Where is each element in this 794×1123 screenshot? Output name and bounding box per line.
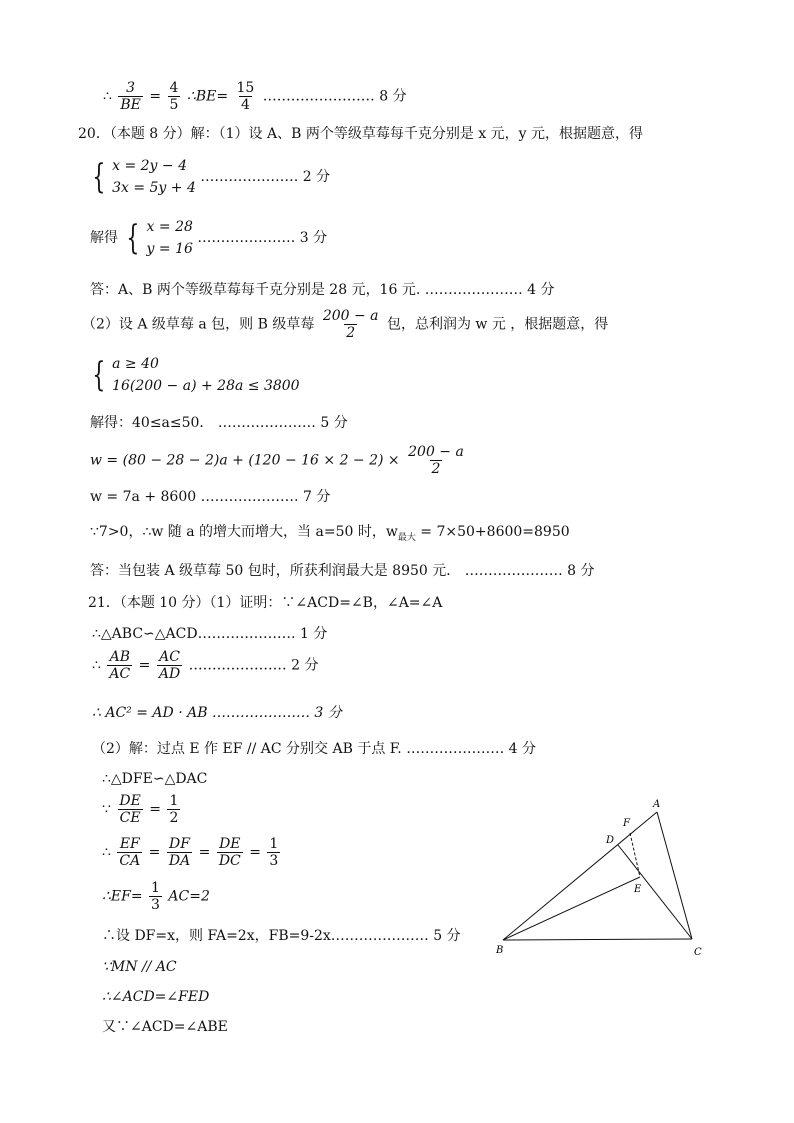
inequality-system: { a ≥ 40 16(200 − a) + 28a ≤ 3800 [92, 355, 300, 395]
angle-equality-1: ∴∠ACD=∠FED [102, 989, 210, 1005]
brace: { [126, 218, 140, 258]
ratio-line: ∴ $\frac{AB}{AC}$ = $\frac{AC}{AD}$ ………………… 2 分 [92, 649, 319, 682]
ef-value: ∴EF= $\frac{1}{3}$ AC=2 [102, 880, 210, 913]
profit-expression: w = (80 − 28 − 2)a + (120 − 16 × 2 − 2) × $\frac{200 - a}{2}$ [90, 444, 464, 477]
square-relation: ∴ AC² = AD · AB ………………… 3 分 [92, 705, 342, 721]
label-c: C [694, 947, 702, 958]
triangle-figure [480, 795, 720, 965]
problem-21-heading: 21．（本题 10 分）（1）证明：∵∠ACD=∠B，∠A=∠A [88, 595, 443, 611]
parallel-statement: ∵MN // AC [102, 959, 177, 975]
line-be-result: ∴ $\frac{3}{BE}$ = $\frac{4}{5}$ ∴BE= $\frac{15}{4}$ …………………… 8 分 [103, 80, 407, 113]
fraction: $\frac{200 - a}{2}$ [408, 444, 464, 477]
fraction: $\frac{DE}{DC}$ [218, 836, 241, 869]
fraction: $\frac{EF}{CA}$ [119, 836, 141, 869]
fraction: $\frac{1}{3}$ [151, 880, 160, 913]
fraction: $\frac{3}{BE}$ [120, 80, 141, 113]
segment-ba [503, 812, 657, 940]
answer-line-1: 答：A、B 两个等级草莓每千克分别是 28 元，16 元. ………………… 4 分 [90, 282, 555, 298]
equation-system-1: { x = 2y − 4 3x = 5y + 4 ………………… 2 分 [92, 157, 331, 197]
segment-be [503, 877, 640, 940]
fraction: $\frac{AC}{AD}$ [158, 649, 181, 682]
fraction: $\frac{15}{4}$ [236, 80, 255, 113]
fraction: $\frac{1}{3}$ [269, 836, 279, 869]
label-e: E [634, 884, 642, 895]
problem-20-heading: 20．（本题 8 分）解：（1）设 A、B 两个等级草莓每千克分别是 x 元，y 元，根据题意，得 [78, 126, 643, 142]
fraction: $\frac{DE}{CE}$ [119, 793, 141, 826]
brace: { [92, 355, 106, 395]
fraction: $\frac{200 - a}{2}$ [322, 308, 379, 341]
label-f: F [623, 818, 630, 829]
angle-equality-2: 又∵∠ACD=∠ABE [102, 1019, 228, 1035]
profit-maximum: ∵7>0，∴w 随 a 的增大而增大，当 a=50 时，$w_{最大} = 7\times 50+8600=8950$ [90, 524, 570, 543]
part-2-setup: （2）设 A 级草莓 a 包，则 B 级草莓 $\frac{200 - a}{2}$ 包，总利润为 w 元 ，根据题意，得 [82, 308, 609, 341]
fraction: $\frac{1}{2}$ [169, 793, 179, 826]
label-a: A [653, 799, 661, 810]
segment-ac [657, 812, 692, 939]
segment-dc [618, 845, 692, 939]
label-b: B [496, 945, 504, 956]
similar-triangles-1: ∴△ABC∽△ACD………………… 1 分 [92, 626, 328, 642]
inequality-solution: 解得：40≤a≤50． ………………… 5 分 [90, 415, 348, 431]
variable-setup: ∴设 DF=x，则 FA=2x，FB=9-2x………………… 5 分 [102, 928, 461, 944]
fraction: $\frac{AB}{AC}$ [109, 649, 131, 682]
segment-bc [503, 939, 692, 940]
brace: { [92, 157, 106, 197]
given-ratio: ∵ $\frac{DE}{CE}$ = $\frac{1}{2}$ [102, 793, 179, 826]
solution-system-1: 解得 { x = 28 y = 16 ………………… 3 分 [90, 218, 328, 258]
answer-line-2: 答：当包装 A 级草莓 50 包时，所获利润最大是 8950 元． ………………… 8 分 [90, 563, 595, 579]
fraction: $\frac{4}{5}$ [169, 80, 179, 113]
fraction: $\frac{DF}{DA}$ [168, 836, 191, 869]
profit-function: w = 7a + 8600 ………………… 7 分 [90, 489, 331, 505]
part-2-construction: （2）解：过点 E 作 EF // AC 分别交 AB 于点 F. ………………… 4 分 [92, 741, 537, 757]
ratio-chain: ∴ $\frac{EF}{CA}$ = $\frac{DF}{DA}$ = $\frac{DE}{DC}$ = $\frac{1}{3}$ [102, 836, 279, 869]
similar-triangles-2: ∴△DFE∽△DAC [102, 771, 208, 787]
label-d: D [606, 835, 615, 846]
